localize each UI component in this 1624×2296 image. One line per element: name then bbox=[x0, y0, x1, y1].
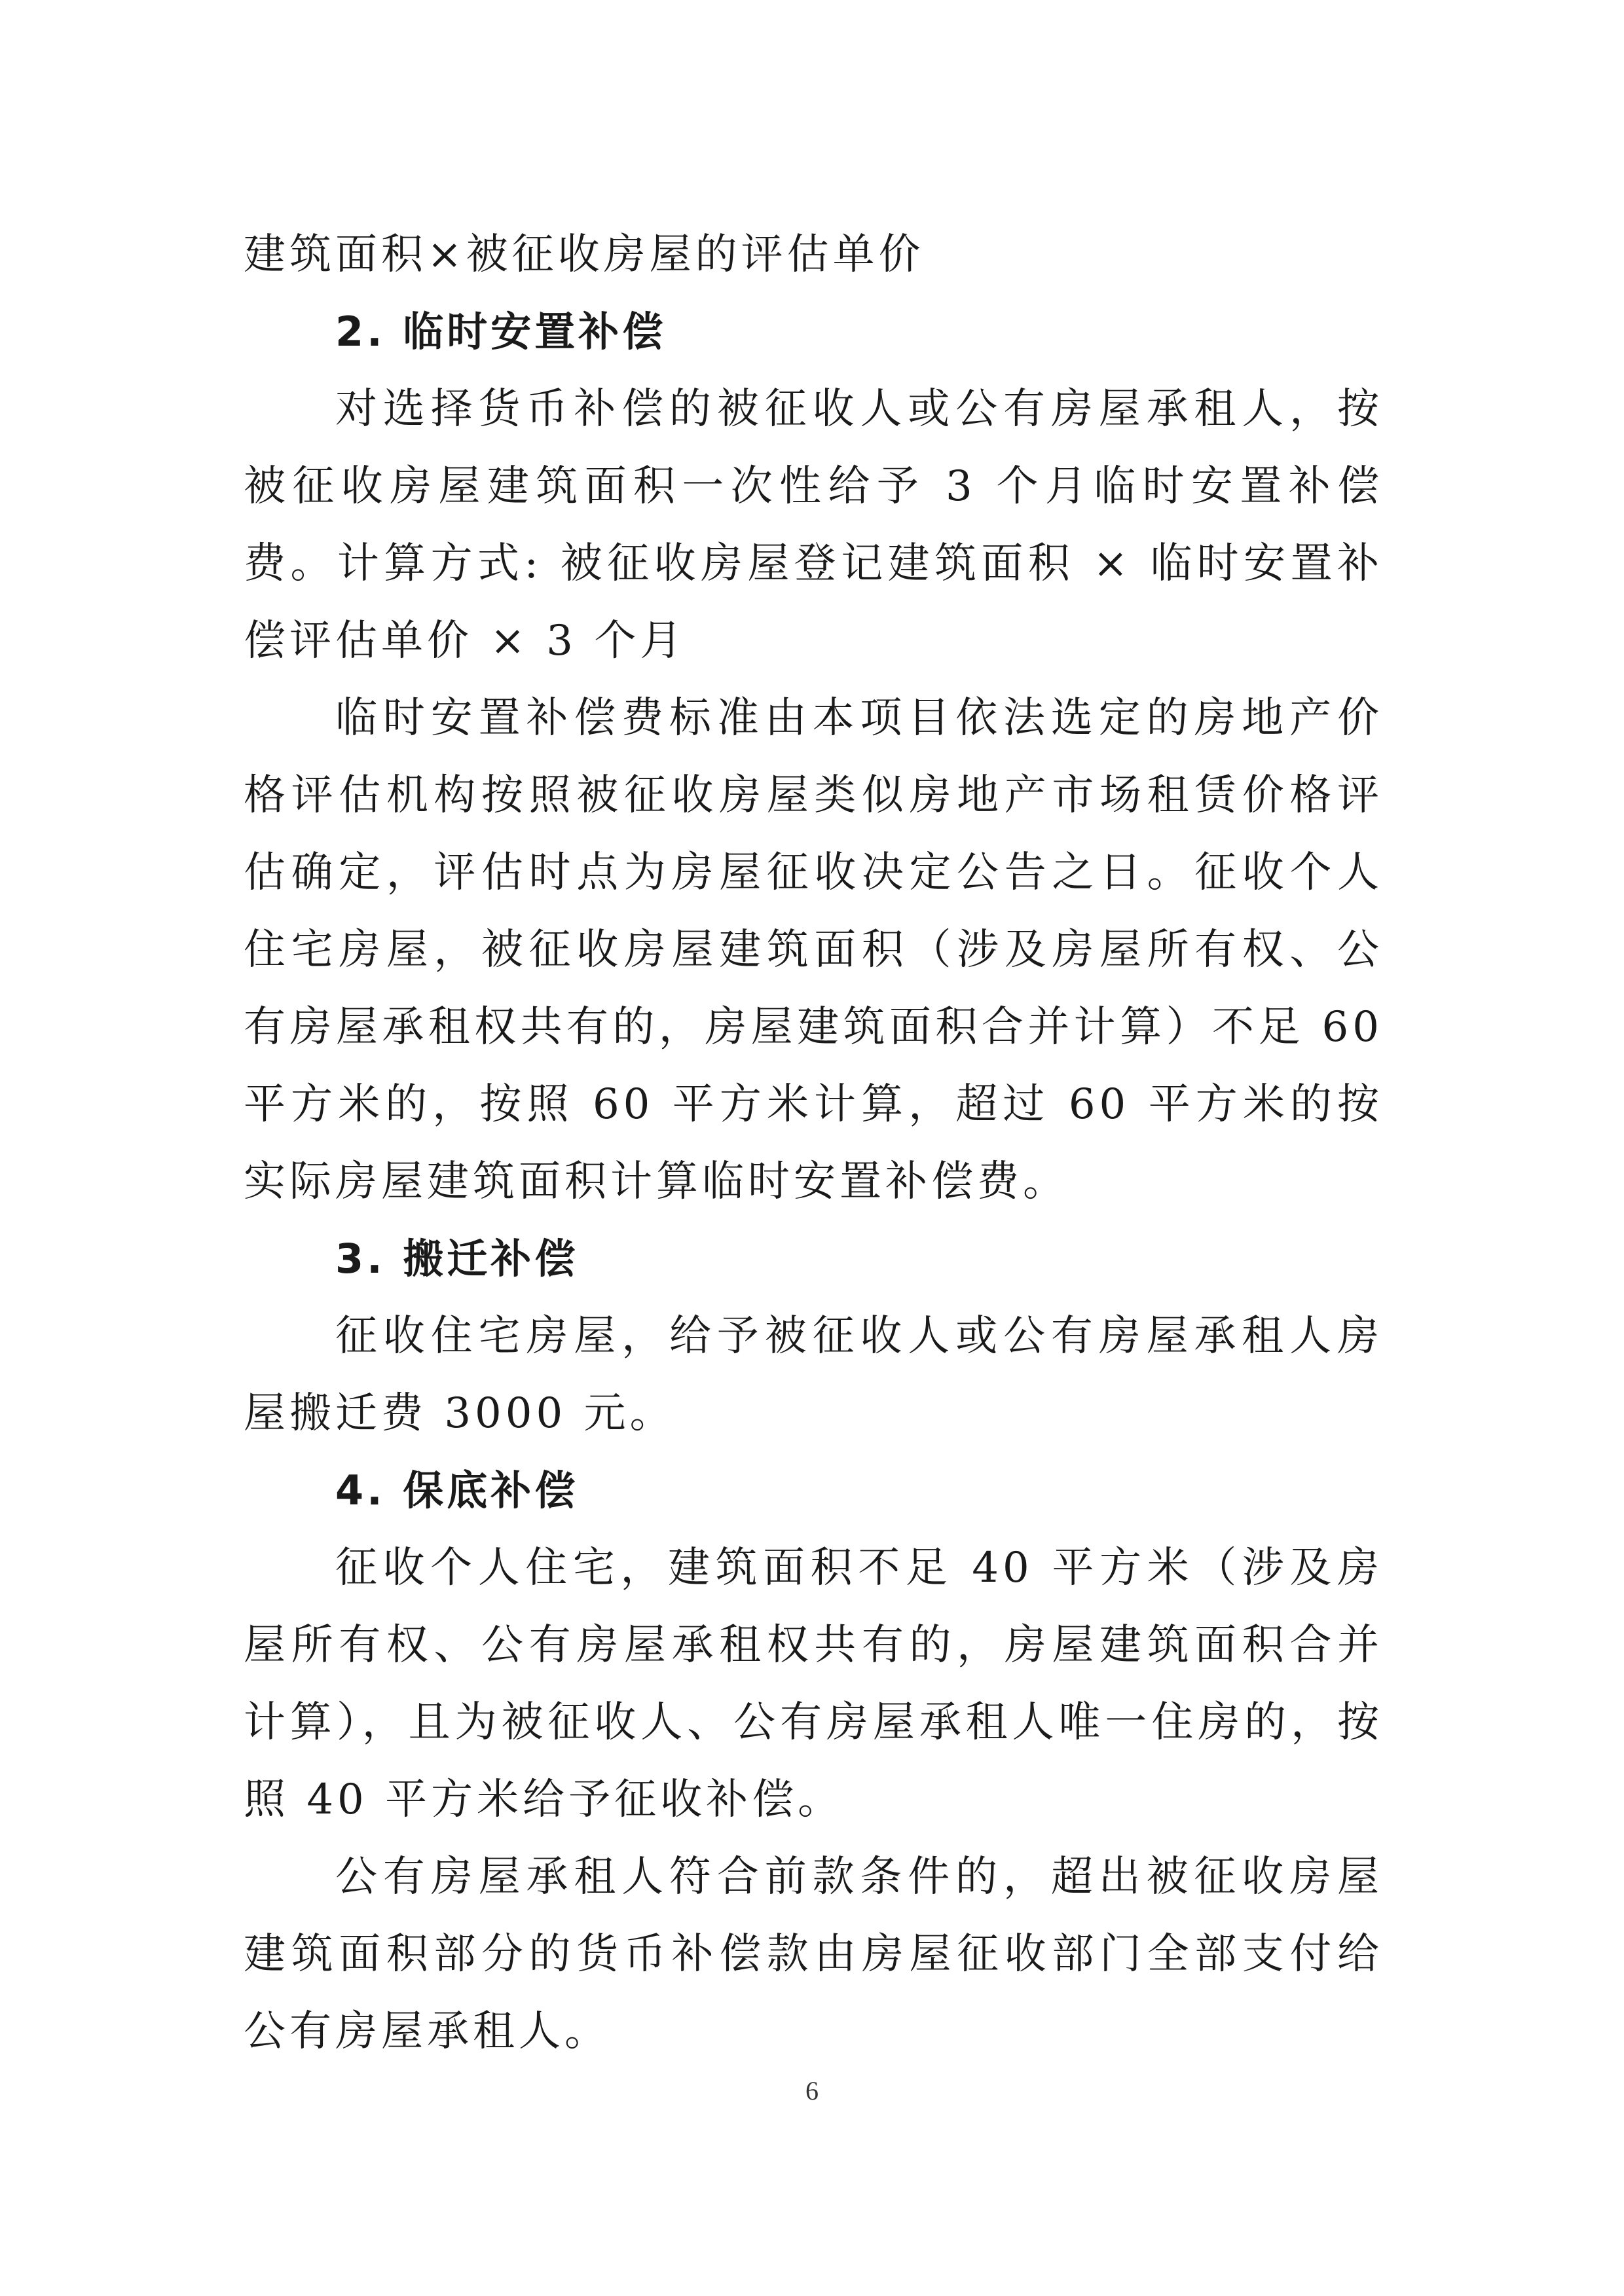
section-heading-temporary-resettlement: 2. 临时安置补偿 bbox=[335, 308, 667, 355]
document-body bbox=[244, 216, 1383, 2070]
paragraph-minimum-compensation-rule: 征收个人住宅，建筑面积不足 40 平方米（涉及房屋所有权、公有房屋承租权共有的，房屋建筑面积合并计算），且为被征收人、公有房屋承租人唯一住房的，按照 40 平方米给予征收补偿。 bbox=[244, 1544, 1383, 1824]
section-heading-relocation: 3. 搬迁补偿 bbox=[335, 1235, 579, 1283]
paragraph-temporary-resettlement-standard: 临时安置补偿费标准由本项目依法选定的房地产价格评估机构按照被征收房屋类似房地产市场租赁价格评估确定，评估时点为房屋征收决定公告之日。征收个人住宅房屋，被征收房屋建筑面积（涉及房屋所有权、公有房屋承租权共有的，房屋建筑面积合并计算）不足 60 平方米的，按照 60 平方米计算，超过 60 平方米的按实际房屋建筑面积计算临时安置补偿费。 bbox=[244, 694, 1383, 1206]
section-heading-minimum-compensation: 4. 保底补偿 bbox=[335, 1467, 579, 1514]
paragraph-temporary-resettlement-rule: 对选择货币补偿的被征收人或公有房屋承租人，按被征收房屋建筑面积一次性给予 3 个月临时安置补偿费。计算方式: 被征收房屋登记建筑面积 × 临时安置补偿评估单价 × 3 个月 bbox=[244, 385, 1383, 665]
page-number: 6 bbox=[805, 2076, 819, 2105]
paragraph-continued-formula: 建筑面积×被征收房屋的评估单价 bbox=[244, 230, 925, 279]
paragraph-relocation-fee: 征收住宅房屋，给予被征收人或公有房屋承租人房屋搬迁费 3000 元。 bbox=[244, 1312, 1383, 1438]
paragraph-public-tenant-payment: 公有房屋承租人符合前款条件的，超出被征收房屋建筑面积部分的货币补偿款由房屋征收部门全部支付给公有房屋承租人。 bbox=[244, 1853, 1383, 2056]
